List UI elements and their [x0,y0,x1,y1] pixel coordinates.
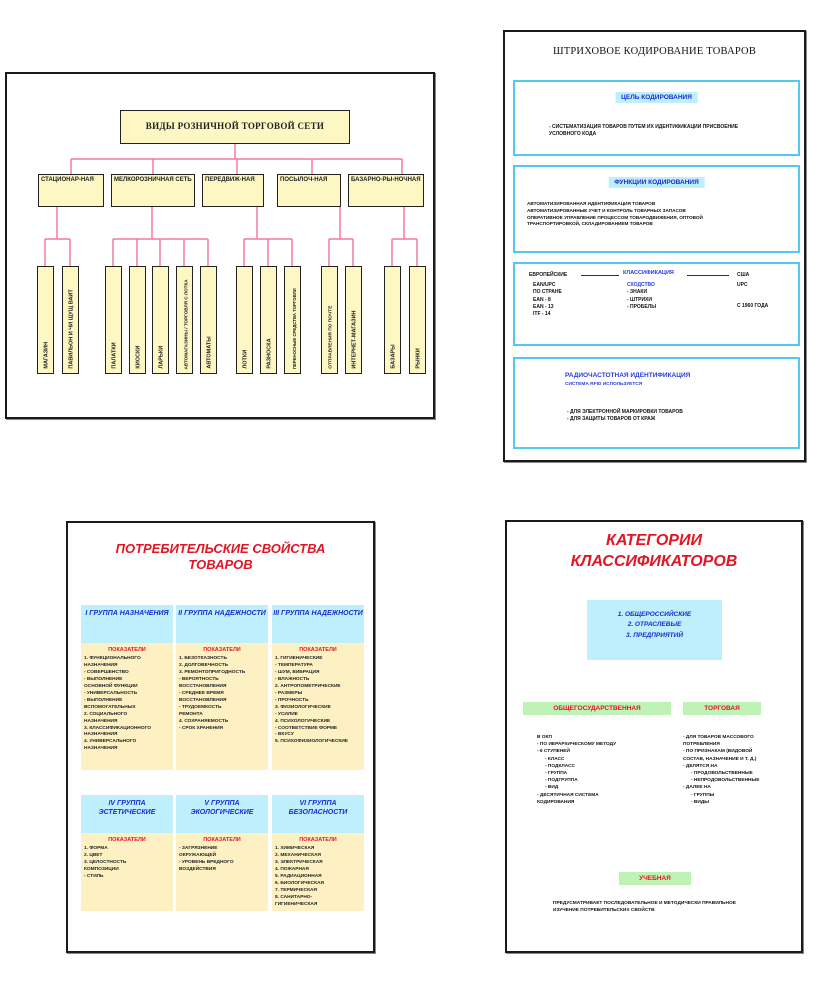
trade-tag: ТОРГОВАЯ [683,702,761,715]
group-card [272,795,364,911]
state-line: - ВИД [545,785,559,791]
group-items [84,846,170,881]
group-item: 4. СОХРАНЯЕМОСТЬ [179,718,229,724]
leaf-label: ОТПРАВЛЕНИЯ ПО ПОЧТЕ [327,305,333,369]
group-item: - ВЫПОЛНЕНИЕ [84,697,123,703]
edu-tag: УЧЕБНАЯ [619,872,691,885]
group-body [176,643,268,770]
trade-line: ПОТРЕБЛЕНИЯ [683,742,720,748]
group-item: - УСИЛИЕ [275,711,298,717]
group-item: 1. БЕЗОТКАЗНОСТЬ [179,656,227,661]
state-line: - ПО ИЕРАРХИЧЕСКОМУ МЕТОДУ [537,742,617,748]
indicators-label: ПОКАЗАТЕЛИ [299,647,337,653]
poster-title [68,541,373,574]
indicators-label: ПОКАЗАТЕЛИ [108,837,146,843]
group-item: ОКРУЖАЮЩЕЙ [179,852,217,858]
function-line: АВТОМАТИЗИРОВАННАЯ ИДЕНТИФИКАЦИЯ ТОВАРОВ [527,201,656,206]
rfid-caption: РАДИОЧАСТОТНАЯ ИДЕНТИФИКАЦИЯ [565,372,691,379]
group-item: 1. ФУНКЦИОНАЛЬНОГО НАЗНАЧЕНИЯ [84,656,141,668]
group-body [272,833,364,911]
leaf-label: ИНТЕРНЕТ-МАГАЗИН [350,310,357,369]
group-body [272,643,364,770]
category-box-mobile: ПЕРЕДВИЖ-НАЯ [202,174,264,207]
class-center-head: КЛАССИФИКАЦИЯ [623,270,674,276]
group-item: 1. ФОРМА [84,846,108,851]
leaf-label: ПЕРЕНОСНЫЕ СРЕДСТВА ТОРГОВЛИ [291,288,297,369]
leaf-label: РАЗНОСКА [265,338,272,369]
group-card [176,605,268,770]
indicators-label: ПОКАЗАТЕЛИ [203,647,241,653]
trade-line: - ГРУППЫ [691,792,715,798]
indicators-label: ПОКАЗАТЕЛИ [299,837,337,843]
group-item: 3. ФИЗИОЛОГИЧЕСКИЕ [275,704,331,710]
group-item: - СРЕДНЕЕ ВРЕМЯ [179,690,224,696]
trade-line: - ПО ПРИЗНАКАМ (ВИДОВОЙ [683,749,753,755]
leaf-label: МАГАЗИН [42,342,49,369]
goal-text: - СИСТЕМАТИЗАЦИЯ ТОВАРОВ ПУТЕМ ИХ ИДЕНТИФИКАЦИИ ПРИСВОЕНИЕ УСЛОВНОГО КОДА [549,124,739,138]
group-item: 4. УНИВЕРСАЛЬНОГО [84,739,137,745]
category-box-market: БАЗАРНО-РЫ-НОЧНАЯ [348,174,424,207]
trade-line: - ПРОДОВОЛЬСТВЕННЫЕ [691,770,753,776]
rfid-line: - ДЛЯ ЗАЩИТЫ ТОВАРОВ ОТ КРАЖ [567,416,656,423]
class-left-line: ПО СТРАНЕ [533,289,562,296]
leaf-box [409,266,426,374]
category-line: 2. ОТРАСЛЕВЫЕ [627,621,682,629]
retail-root-box: ВИДЫ РОЗНИЧНОЙ ТОРГОВОЙ СЕТИ [120,110,350,144]
leaf-label: БАЗАРЫ [389,344,396,369]
group-item: НАЗНАЧЕНИЯ [84,718,118,724]
group-item: 4. ПОЖАРНАЯ [275,866,309,872]
group-item: - ЗАГРЯЗНЕНИЕ [179,846,218,851]
leaf-box [345,266,362,374]
edu-text: ПРЕДУСМАТРИВАЕТ ПОСЛЕДОВАТЕЛЬНОЕ И МЕТОДИЧЕСКИ ПРАВИЛЬНОЕ ИЗУЧЕНИЕ ПОТРЕБИТЕЛЬСКИХ СВОЙСТВ [553,901,736,914]
group-item: 3. ЭЛЕКТРИЧЕСКАЯ [275,859,323,865]
group-head: IV ГРУППА ЭСТЕТИЧЕСКИЕ [81,795,173,833]
function-line: ОПЕРАТИВНОЕ УПРАВЛЕНИЕ ПРОЦЕССОМ ТОВАРОДВИЖЕНИЯ, ОПТОВОЙ [527,214,703,220]
trade-line: СОСТАВ, НАЗНАЧЕНИЕ И Т. Д.) [683,756,757,762]
state-line: - КЛАСС [545,756,565,762]
group-item: - ТЕМПЕРАТУРА [275,662,313,668]
leaf-box [129,266,146,374]
group-items [179,656,265,732]
categories-box [587,600,722,660]
group-item: 2. ДОЛГОВЕЧНОСТЬ [179,662,229,668]
goal-block [513,80,800,156]
poster-classifier-categories [505,520,803,953]
leaf-box [321,266,338,374]
leaf-label: КИОСКИ [134,346,141,369]
class-center-line: - ШТРИХИ [627,296,652,303]
state-list [537,734,616,806]
poster-barcode [503,30,806,462]
class-center-line: СХОДСТВО [627,282,655,288]
group-items [275,846,361,909]
leaf-box [176,266,193,374]
group-item: - ТРУДОЕМКОСТЬ [179,704,222,710]
leaf-box [384,266,401,374]
class-center-line: - ЗНАКИ [627,289,648,296]
group-body [81,643,173,770]
group-item: - УНИВЕРСАЛЬНОСТЬ [84,690,138,696]
class-right-line: С 1960 ГОДА [737,303,769,310]
group-item: - ВЕРОЯТНОСТЬ [179,676,219,682]
leaf-box [236,266,253,374]
rfid-list [567,409,683,424]
group-card [176,795,268,911]
function-line: АВТОМАТИЗИРОВАННЫЕ УЧЕТ И КОНТРОЛЬ ТОВАРНЫХ ЗАПАСОВ [527,207,686,213]
group-item: 4. ПСИХОЛОГИЧЕСКИЕ [275,718,331,724]
trade-list [683,734,759,806]
trade-line: - ДЕЛЯТСЯ НА [683,763,718,769]
poster-title: ШТРИХОВОЕ КОДИРОВАНИЕ ТОВАРОВ [552,46,757,57]
group-item: НАЗНАЧЕНИЯ [84,746,118,752]
group-body [176,833,268,911]
functions-block [513,165,800,253]
leaf-label: ЛАРЬКИ [157,346,164,369]
group-head: II ГРУППА НАДЕЖНОСТИ [176,605,268,643]
group-item: НАЗНАЧЕНИЯ [84,732,118,738]
group-item: КОМПОЗИЦИИ [84,866,119,872]
group-item: - ШУМ, ВИБРАЦИЯ [275,669,320,675]
group-item: ГИГИЕНИЧЕСКАЯ [275,901,318,907]
group-item: 5. ПСИХОФИЗИОЛОГИЧЕСКИЕ [275,739,348,745]
group-item: 3. ЦЕЛОСТНОСТЬ [84,859,127,865]
class-right-head: США [737,272,750,278]
classification-block [513,262,800,346]
class-center-list [627,282,656,311]
group-head: VI ГРУППА БЕЗОПАСНОСТИ [272,795,364,833]
title-line: КЛАССИФИКАТОРОВ [570,553,738,571]
group-items [84,656,170,753]
group-item: ВСПОМОГАТЕЛЬНЫХ [84,704,136,710]
leaf-box [37,266,54,374]
title-line: ТОВАРОВ [188,557,253,573]
state-line: - 6 СТУПЕНЕЙ [537,749,570,755]
trade-line: - НЕПРОДОВОЛЬСТВЕННЫЕ [691,778,760,784]
group-item: 1. ГИГИЕНИЧЕСКИЕ [275,656,323,661]
group-item: 8. САНИТАРНО- [275,894,313,900]
class-center-line: - ПРОБЕЛЫ [627,303,657,310]
group-items [275,656,361,746]
class-arrow-left [581,275,619,276]
indicators-label: ПОКАЗАТЕЛИ [203,837,241,843]
group-item: 2. АНТРОПОМЕТРИЧЕСКИЕ [275,683,341,689]
poster-title [507,530,801,572]
group-body [81,833,173,911]
group-item: - СТИЛЬ [84,873,104,879]
group-head: III ГРУППА НАДЕЖНОСТИ [272,605,364,643]
group-item: - СОВЕРШЕНСТВО [84,669,129,675]
poster-consumer-properties [66,521,375,953]
leaf-label: РЫНКИ [414,348,421,369]
group-item: - ВЫПОЛНЕНИЕ [84,676,123,682]
state-line: В ОКП [537,735,552,740]
group-item: 2. МЕХАНИЧЕСКАЯ [275,852,321,858]
leaf-box [284,266,301,374]
title-line: ПОТРЕБИТЕЛЬСКИЕ СВОЙСТВА [115,541,326,556]
rfid-block [513,357,800,449]
state-line: - ГРУППА [545,770,568,776]
leaf-box [260,266,277,374]
title-line: КАТЕГОРИИ [606,532,702,549]
state-tag: ОБЩЕГОСУДАРСТВЕННАЯ [523,702,671,715]
group-item: 3. КЛАССИФИКАЦИОННОГО [84,725,152,731]
state-line: КОДИРОВАНИЯ [537,799,575,805]
class-left-line: ITF - 14 [533,311,551,317]
group-item: - ВКУСУ [275,732,294,738]
group-item: 2. СОЦИАЛЬНОГО [84,711,128,717]
class-left-list [533,282,562,318]
poster-retail-network [5,72,435,419]
group-item: - СООТВЕТСТВИЕ ФОРМЕ [275,725,338,731]
group-item: ВОССТАНОВЛЕНИЯ [179,683,227,689]
functions-text [527,201,797,228]
group-item: 1. ХИМИЧЕСКАЯ [275,846,315,851]
trade-line: - ВИДЫ [691,799,709,805]
category-line: 1. ОБЩЕРОССИЙСКИЕ [617,611,692,618]
trade-line: - ДАЛЕЕ НА [683,785,711,791]
group-head: V ГРУППА ЭКОЛОГИЧЕСКИЕ [176,795,268,833]
state-line: - ПОДКЛАСС [545,763,576,769]
group-item: - УРОВЕНЬ ВРЕДНОГО [179,859,234,865]
group-card [81,795,173,911]
functions-caption: ФУНКЦИИ КОДИРОВАНИЯ [608,177,705,188]
group-card [81,605,173,770]
group-item: 7. ТЕРМИЧЕСКАЯ [275,887,317,893]
leaf-box [200,266,217,374]
group-item: ВОССТАНОВЛЕНИЯ [179,697,227,703]
leaf-label: ПАЛАТКИ [110,342,117,369]
category-box-parcel: ПОСЫЛОЧ-НАЯ [277,174,341,207]
leaf-box [62,266,79,374]
group-item: 3. РЕМОНТОПРИГОДНОСТЬ [179,669,246,675]
group-item: 6. БИОЛОГИЧЕСКАЯ [275,880,324,886]
category-box-stationary: СТАЦИОНАР-НАЯ [38,174,104,207]
category-line: 3. ПРЕДПРИЯТИЙ [625,631,683,639]
leaf-label: АВТОМАТЫ [205,336,212,369]
group-item: ВОЗДЕЙСТВИЯ [179,866,216,872]
group-item: - ПРОЧНОСТЬ [275,697,309,703]
state-line: - ПОДГРУППА [545,778,578,784]
function-line: ТРАНСПОРТИРОВКОЙ, СКЛАДИРОВАНИЕМ ТОВАРОВ [527,221,653,227]
group-item: ОСНОВНОЙ ФУНКЦИИ [84,683,138,689]
leaf-box [105,266,122,374]
group-head: I ГРУППА НАЗНАЧЕНИЯ [81,605,173,643]
leaf-label: АВТОМАГАЗИНЫ / ТОРГОВЛЯ С ЛОТКА [183,278,188,369]
trade-line: - ДЛЯ ТОВАРОВ МАССОВОГО [683,735,754,740]
group-item: - ВЛАЖНОСТЬ [275,676,310,682]
leaf-label: ПАВИЛЬОН И ЧИ ЩУЩ ВАИТ [67,289,74,369]
group-item: РЕМОНТА [179,711,203,717]
leaf-label: ЛОТКИ [241,350,248,369]
class-right-list [737,282,768,311]
rfid-line: - ДЛЯ ЭЛЕКТРОННОЙ МАРКИРОВКИ ТОВАРОВ [567,409,683,415]
goal-caption: ЦЕЛЬ КОДИРОВАНИЯ [615,92,698,103]
group-item: - РАЗМЕРЫ [275,690,303,696]
leaf-box [152,266,169,374]
group-card [272,605,364,770]
class-left-line: EAN - 13 [533,303,554,310]
group-items [179,846,265,874]
category-box-small-retail: МЕЛКОРОЗНИЧНАЯ СЕТЬ [111,174,195,207]
group-item: 5. РАДИАЦИОННАЯ [275,873,322,879]
group-item: - СРОК ХРАНЕНИЯ [179,725,223,731]
class-left-line: EAN - 8 [533,296,551,303]
class-left-line: EAN/UPC [533,282,556,288]
class-left-head: ЕВРОПЕЙСКИЕ [529,272,568,278]
rfid-subcaption: СИСТЕМА RFID ИСПОЛЬЗУЕТСЯ [565,382,643,387]
indicators-label: ПОКАЗАТЕЛИ [108,647,146,653]
state-line: - ДЕСЯТИЧНАЯ СИСТЕМА [537,792,599,798]
class-arrow-right [687,275,729,276]
group-item: 2. ЦВЕТ [84,852,103,858]
class-right-line: UPC [737,282,748,288]
